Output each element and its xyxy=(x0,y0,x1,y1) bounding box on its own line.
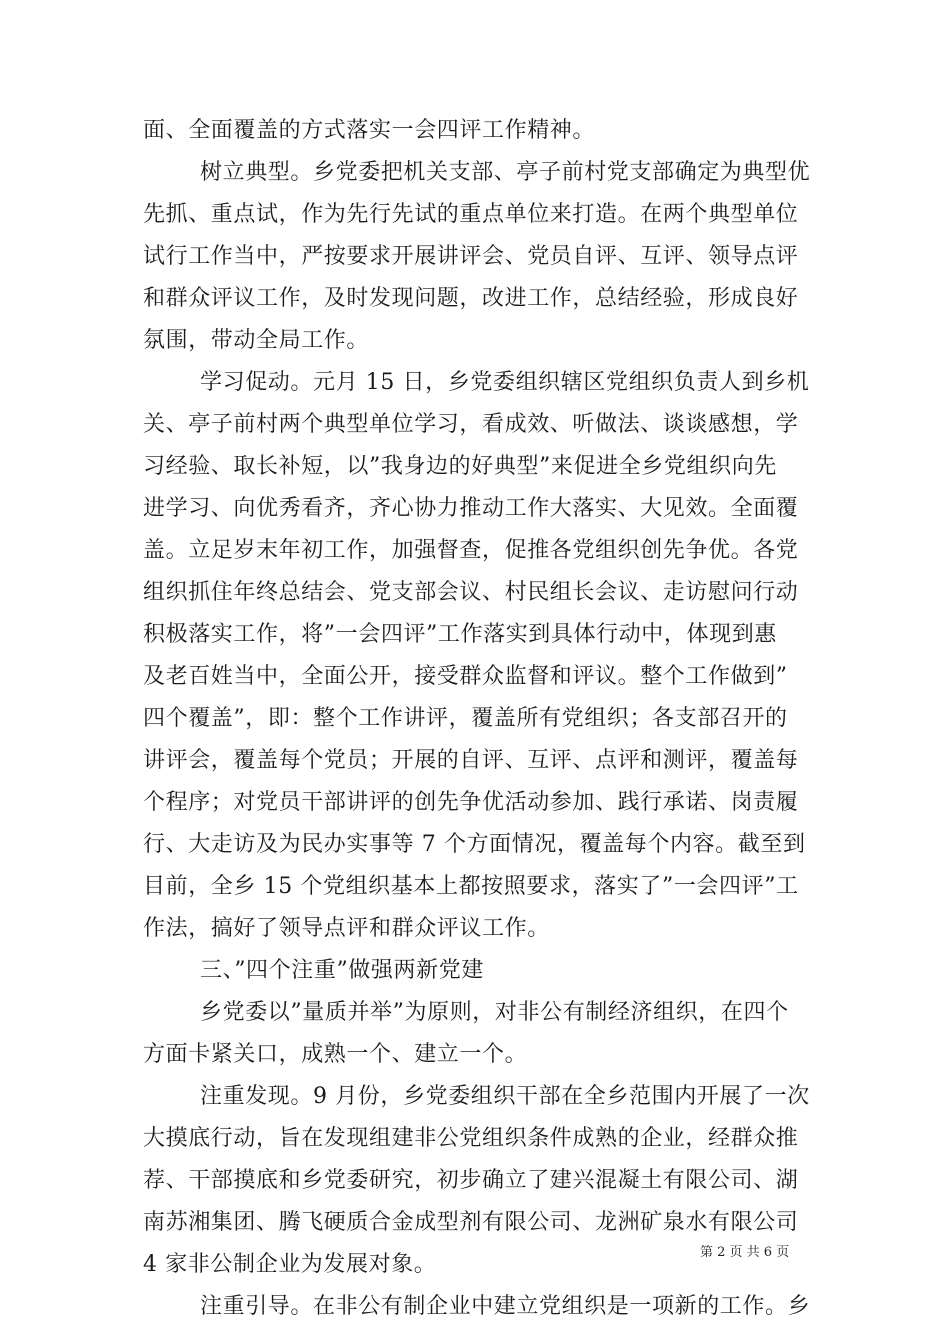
text-line: 讲评会，覆盖每个党员；开展的自评、互评、点评和测评，覆盖每 xyxy=(143,748,799,773)
text-line: 及老百姓当中，全面公开，接受群众监督和评议。整个工作做到” xyxy=(143,664,788,689)
text-line: 积极落实工作，将”一会四评”工作落实到具体行动中，体现到惠 xyxy=(143,622,777,647)
text-line: 大摸底行动，旨在发现组建非公党组织条件成熟的企业，经群众推 xyxy=(143,1126,799,1151)
text-line: 面、全面覆盖的方式落实一会四评工作精神。 xyxy=(143,118,596,143)
text-line: 先抓、重点试，作为先行先试的重点单位来打造。在两个典型单位 xyxy=(143,202,799,227)
text-line: 个程序；对党员干部讲评的创先争优活动参加、践行承诺、岗责履 xyxy=(143,790,799,815)
text-line: 氛围，带动全局工作。 xyxy=(143,328,370,353)
text-line: 和群众评议工作，及时发现问题，改进工作，总结经验，形成良好 xyxy=(143,286,799,311)
text-line: 习经验、取长补短，以”我身边的好典型”来促进全乡党组织向先 xyxy=(143,454,777,479)
text-line: 盖。立足岁末年初工作，加强督查，促推各党组织创先争优。各党 xyxy=(143,538,799,563)
text-line: 乡党委以”量质并举”为原则，对非公有制经济组织，在四个 xyxy=(200,1000,789,1025)
section-heading: 三、”四个注重”做强两新党建 xyxy=(200,958,484,983)
text-line: 树立典型。乡党委把机关支部、亭子前村党支部确定为典型优 xyxy=(200,160,811,185)
text-line: 学习促动。元月 15 日，乡党委组织辖区党组织负责人到乡机 xyxy=(200,370,810,395)
text-line: 四个覆盖”，即：整个工作讲评，覆盖所有党组织；各支部召开的 xyxy=(143,706,788,731)
text-line: 进学习、向优秀看齐，齐心协力推动工作大落实、大见效。全面覆 xyxy=(143,496,799,521)
text-line: 4 家非公制企业为发展对象。 xyxy=(143,1252,437,1277)
text-line: 行、大走访及为民办实事等 7 个方面情况，覆盖每个内容。截至到 xyxy=(143,832,806,857)
page-number-footer: 第 2 页 共 6 页 xyxy=(700,1245,790,1260)
text-line: 作法，搞好了领导点评和群众评议工作。 xyxy=(143,916,550,941)
text-line: 南苏湘集团、腾飞硬质合金成型剂有限公司、龙洲矿泉水有限公司 xyxy=(143,1210,799,1235)
text-line: 关、亭子前村两个典型单位学习，看成效、听做法、谈谈感想，学 xyxy=(143,412,799,437)
text-line: 注重引导。在非公有制企业中建立党组织是一项新的工作。乡 xyxy=(200,1294,811,1319)
text-line: 目前，全乡 15 个党组织基本上都按照要求，落实了”一会四评”工 xyxy=(143,874,799,899)
text-line: 方面卡紧关口，成熟一个、建立一个。 xyxy=(143,1042,528,1067)
text-line: 试行工作当中，严按要求开展讲评会、党员自评、互评、领导点评 xyxy=(143,244,799,269)
text-line: 荐、干部摸底和乡党委研究，初步确立了建兴混凝土有限公司、湖 xyxy=(143,1168,799,1193)
text-line: 注重发现。9 月份，乡党委组织干部在全乡范围内开展了一次 xyxy=(200,1084,810,1109)
text-line: 组织抓住年终总结会、党支部会议、村民组长会议、走访慰问行动 xyxy=(143,580,799,605)
